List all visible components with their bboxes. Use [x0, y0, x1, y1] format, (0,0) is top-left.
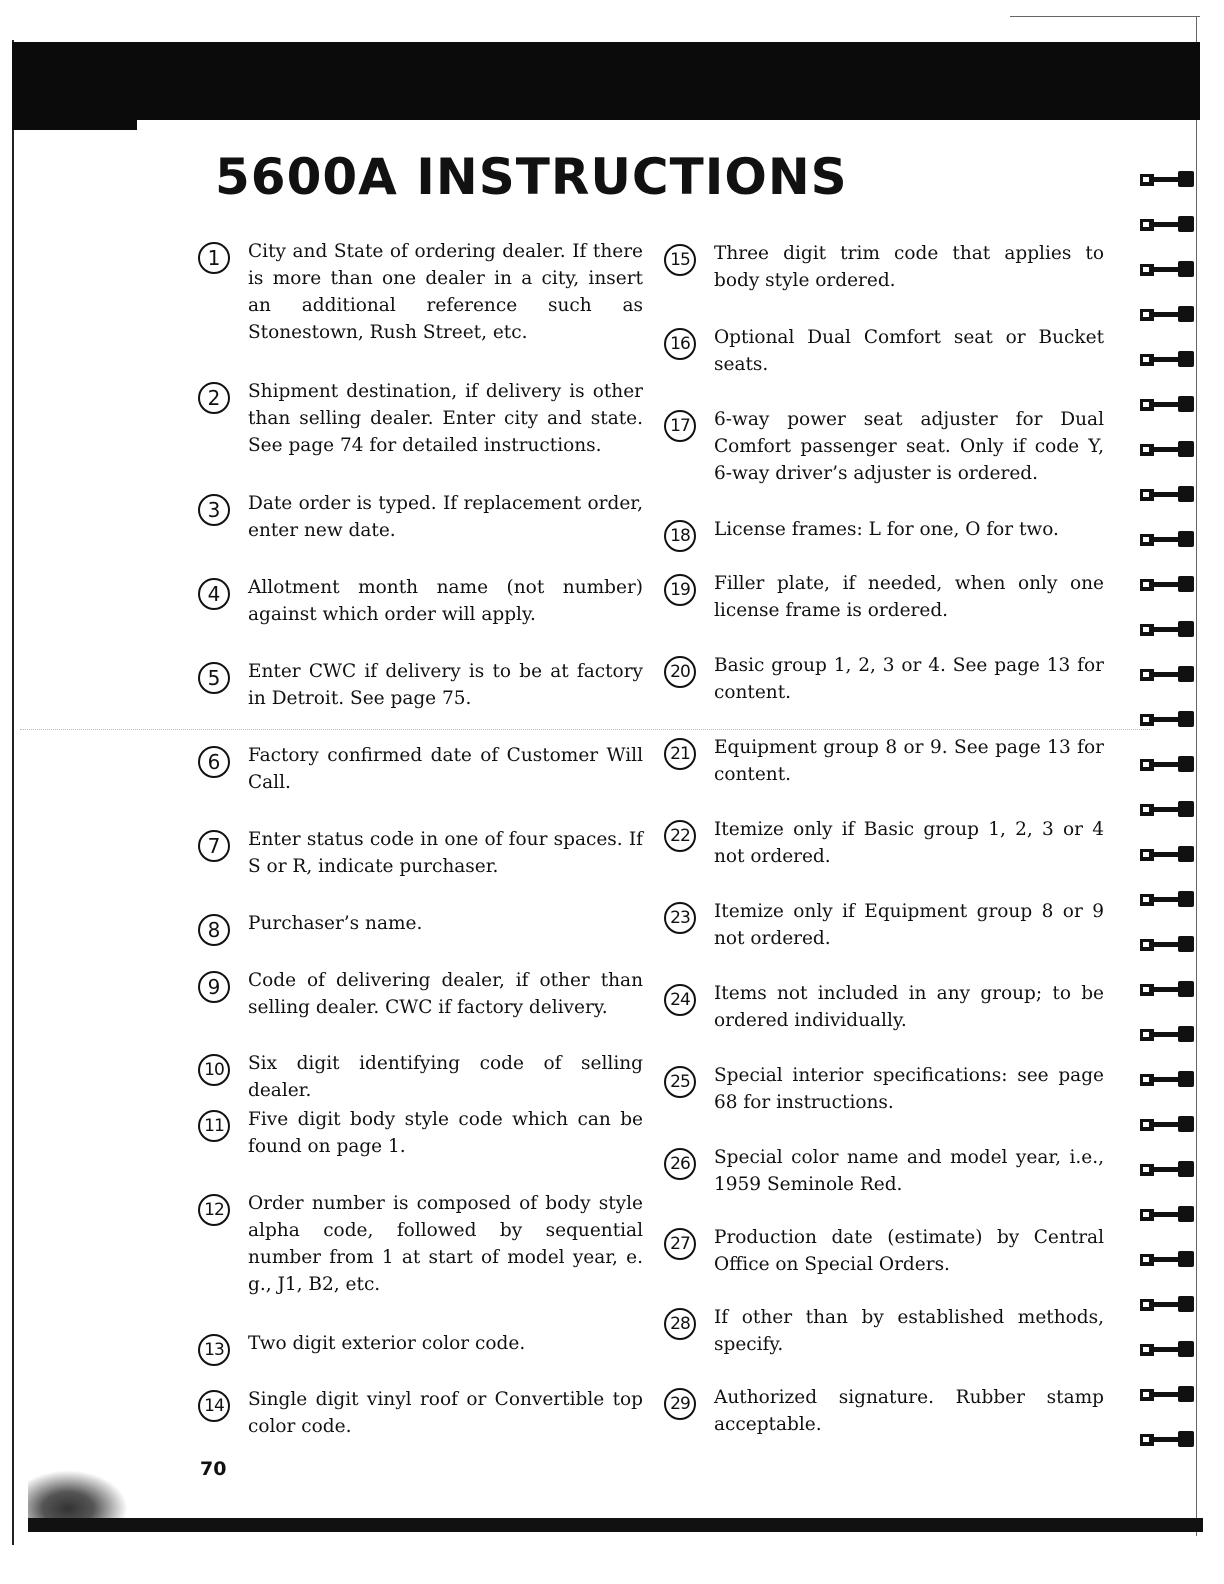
- instruction-item-22: [664, 816, 1104, 870]
- item-number-circle: 4: [198, 578, 230, 610]
- instruction-item-29: [664, 1384, 1104, 1438]
- instruction-item-13: [198, 1330, 525, 1366]
- binder-ring-icon: [1138, 708, 1196, 730]
- instruction-item-11: [198, 1106, 643, 1160]
- binder-ring-icon: [1138, 1068, 1196, 1090]
- item-text: Five digit body style code which can be found on page 1.: [248, 1109, 643, 1157]
- instruction-item-27: [664, 1224, 1104, 1278]
- instruction-item-12: [198, 1190, 643, 1298]
- item-text: Allotment month name (not number) against which order will apply.: [248, 577, 643, 625]
- instruction-item-19: [664, 570, 1104, 624]
- instruction-item-2: [198, 378, 643, 459]
- binder-ring-icon: [1138, 888, 1196, 910]
- item-number-circle: 15: [664, 244, 696, 276]
- instruction-item-1: [198, 238, 643, 346]
- item-number-circle: 23: [664, 902, 696, 934]
- item-number-circle: 22: [664, 820, 696, 852]
- binder-ring-icon: [1138, 978, 1196, 1000]
- instruction-item-23: [664, 898, 1104, 952]
- binder-ring-icon: [1138, 798, 1196, 820]
- item-number-circle: 16: [664, 328, 696, 360]
- item-text: Shipment destination, if delivery is other than selling dealer. Enter city and state. See page 74 for detailed instructions.: [248, 381, 643, 456]
- item-text: Authorized signature. Rubber stamp acceptable.: [714, 1387, 1104, 1435]
- binder-ring-icon: [1138, 168, 1196, 190]
- binder-ring-icon: [1138, 1158, 1196, 1180]
- instruction-item-7: [198, 826, 643, 880]
- item-number-circle: 26: [664, 1148, 696, 1180]
- item-text: 6-way power seat adjuster for Dual Comfort passenger seat. Only if code Y, 6-way driver’s adjuster is ordered.: [714, 409, 1104, 484]
- instruction-item-6: [198, 742, 643, 796]
- item-text: Factory confirmed date of Customer Will Call.: [248, 745, 643, 793]
- item-number-circle: 20: [664, 656, 696, 688]
- instruction-item-10: [198, 1050, 643, 1104]
- page-number: 70: [200, 1458, 227, 1480]
- item-number-circle: 10: [198, 1054, 230, 1086]
- item-text: Enter status code in one of four spaces. If S or R, indicate purchaser.: [248, 829, 643, 877]
- item-number-circle: 5: [198, 662, 230, 694]
- instruction-item-9: [198, 967, 643, 1021]
- binder-ring-icon: [1138, 1338, 1196, 1360]
- binder-ring-icon: [1138, 528, 1196, 550]
- item-text: Two digit exterior color code.: [248, 1333, 526, 1354]
- header-band-tab: [12, 118, 137, 130]
- binder-ring-icon: [1138, 393, 1196, 415]
- item-text: Code of delivering dealer, if other than selling dealer. CWC if factory delivery.: [248, 970, 643, 1018]
- binder-ring-icon: [1138, 843, 1196, 865]
- binder-ring-icon: [1138, 303, 1196, 325]
- binder-ring-icon: [1138, 1248, 1196, 1270]
- instruction-item-28: [664, 1304, 1104, 1358]
- item-number-circle: 13: [198, 1334, 230, 1366]
- item-number-circle: 2: [198, 382, 230, 414]
- page-title: 5600A INSTRUCTIONS: [215, 148, 848, 206]
- binder-ring-icon: [1138, 213, 1196, 235]
- item-number-circle: 28: [664, 1308, 696, 1340]
- binder-ring-icon: [1138, 1113, 1196, 1135]
- item-text: Itemize only if Basic group 1, 2, 3 or 4 not ordered.: [714, 819, 1104, 867]
- binder-ring-icon: [1138, 1293, 1196, 1315]
- instruction-item-18: [664, 516, 1059, 552]
- instruction-item-14: [198, 1386, 643, 1440]
- instruction-item-16: [664, 324, 1104, 378]
- instruction-item-5: [198, 658, 643, 712]
- item-text: Filler plate, if needed, when only one license frame is ordered.: [714, 573, 1104, 621]
- binder-ring-icon: [1138, 1383, 1196, 1405]
- item-number-circle: 19: [664, 574, 696, 606]
- item-number-circle: 8: [198, 914, 230, 946]
- item-text: Enter CWC if delivery is to be at factory in Detroit. See page 75.: [248, 661, 643, 709]
- instruction-item-20: [664, 652, 1104, 706]
- item-text: Optional Dual Comfort seat or Bucket seats.: [714, 327, 1104, 375]
- top-edge-rule: [1010, 16, 1200, 17]
- item-number-circle: 17: [664, 410, 696, 442]
- instruction-item-8: [198, 910, 422, 946]
- item-text: Basic group 1, 2, 3 or 4. See page 13 for content.: [714, 655, 1104, 703]
- binder-ring-icon: [1138, 483, 1196, 505]
- footer-black-band: [28, 1518, 1203, 1532]
- item-number-circle: 11: [198, 1110, 230, 1142]
- item-text: Date order is typed. If replacement order, enter new date.: [248, 493, 643, 541]
- scan-fold-line: [20, 729, 1150, 731]
- item-number-circle: 9: [198, 971, 230, 1003]
- item-text: Order number is composed of body style alpha code, followed by sequential number from 1 at start of model year, e. g., J1, B2, etc.: [248, 1193, 643, 1295]
- item-number-circle: 7: [198, 830, 230, 862]
- item-number-circle: 18: [664, 520, 696, 552]
- instruction-item-4: [198, 574, 643, 628]
- header-black-band: [12, 42, 1200, 120]
- binder-ring-icon: [1138, 663, 1196, 685]
- item-text: Special interior specifications: see page 68 for instructions.: [714, 1065, 1104, 1113]
- item-text: City and State of ordering dealer. If there is more than one dealer in a city, insert an additional reference such as Stonestown, Rush Street, etc.: [248, 241, 643, 343]
- item-number-circle: 21: [664, 738, 696, 770]
- item-text: Six digit identifying code of selling dealer.: [248, 1053, 643, 1101]
- item-number-circle: 12: [198, 1194, 230, 1226]
- instruction-item-24: [664, 980, 1104, 1034]
- item-number-circle: 6: [198, 746, 230, 778]
- item-text: If other than by established methods, specify.: [714, 1307, 1104, 1355]
- binder-ring-icon: [1138, 1428, 1196, 1450]
- item-text: Items not included in any group; to be ordered individually.: [714, 983, 1104, 1031]
- item-number-circle: 27: [664, 1228, 696, 1260]
- instruction-item-17: [664, 406, 1104, 487]
- binder-ring-icon: [1138, 258, 1196, 280]
- binder-ring-icon: [1138, 933, 1196, 955]
- item-text: Production date (estimate) by Central Office on Special Orders.: [714, 1227, 1104, 1275]
- item-text: License frames: L for one, O for two.: [714, 519, 1059, 540]
- binder-ring-icon: [1138, 573, 1196, 595]
- item-number-circle: 1: [198, 242, 230, 274]
- binder-ring-icon: [1138, 1023, 1196, 1045]
- instruction-item-3: [198, 490, 643, 544]
- binder-ring-icon: [1138, 438, 1196, 460]
- item-number-circle: 24: [664, 984, 696, 1016]
- item-text: Itemize only if Equipment group 8 or 9 not ordered.: [714, 901, 1104, 949]
- instruction-item-21: [664, 734, 1104, 788]
- item-text: Special color name and model year, i.e., 1959 Seminole Red.: [714, 1147, 1104, 1195]
- item-text: Single digit vinyl roof or Convertible top color code.: [248, 1389, 643, 1437]
- instruction-item-25: [664, 1062, 1104, 1116]
- binder-ring-icon: [1138, 348, 1196, 370]
- instruction-item-15: [664, 240, 1104, 294]
- item-number-circle: 25: [664, 1066, 696, 1098]
- item-text: Three digit trim code that applies to body style ordered.: [714, 243, 1104, 291]
- scan-smudge: [28, 1470, 128, 1525]
- instruction-item-26: [664, 1144, 1104, 1198]
- item-text: Equipment group 8 or 9. See page 13 for content.: [714, 737, 1104, 785]
- item-number-circle: 3: [198, 494, 230, 526]
- binder-ring-icon: [1138, 618, 1196, 640]
- item-number-circle: 29: [664, 1388, 696, 1420]
- binder-ring-icon: [1138, 1203, 1196, 1225]
- item-number-circle: 14: [198, 1390, 230, 1422]
- binder-ring-icon: [1138, 753, 1196, 775]
- item-text: Purchaser’s name.: [248, 913, 423, 934]
